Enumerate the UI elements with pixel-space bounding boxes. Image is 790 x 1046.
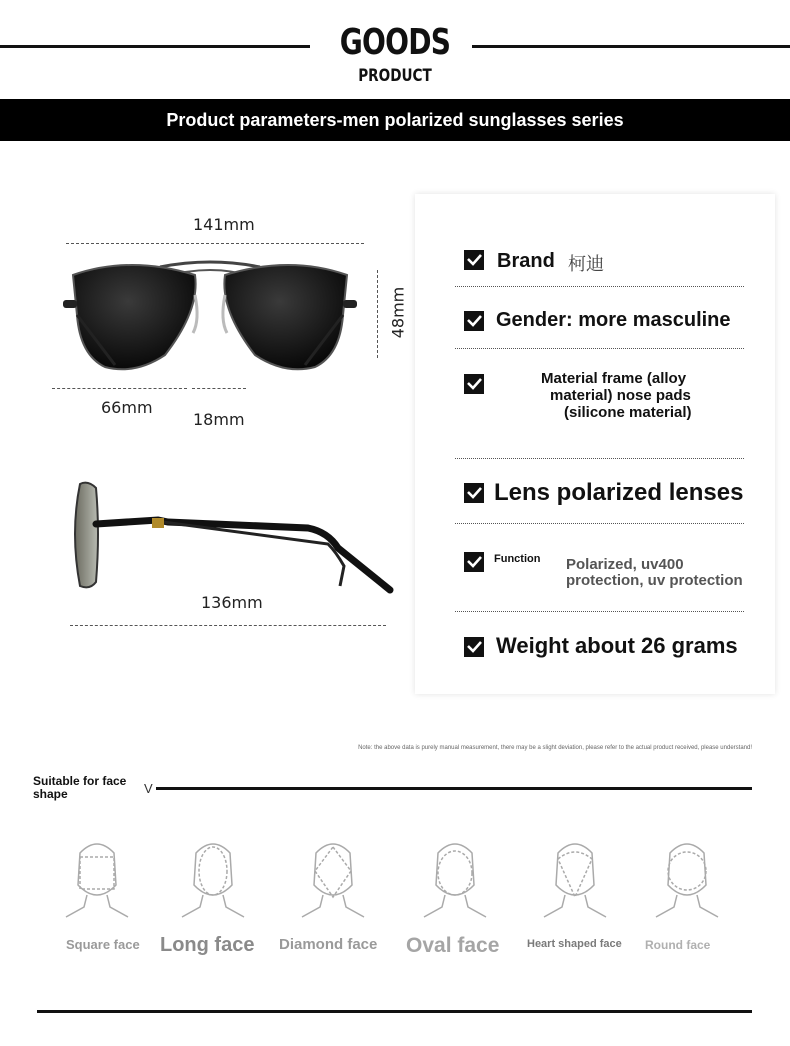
dim-width-label: 141mm xyxy=(193,215,255,234)
face-label-round: Round face xyxy=(645,938,711,952)
function-line-1: Polarized, uv400 xyxy=(566,556,684,573)
bottom-rule xyxy=(37,1010,752,1013)
gender-spec: Gender: more masculine xyxy=(496,309,731,331)
face-heading-line-2: shape xyxy=(33,787,68,801)
long-face-icon xyxy=(178,833,248,923)
square-face-icon xyxy=(62,833,132,923)
heart-face-icon xyxy=(540,833,610,923)
function-label: Function xyxy=(494,553,541,565)
face-label-long: Long face xyxy=(160,934,255,956)
lens-spec: Lens polarized lenses xyxy=(494,479,744,506)
lens-check-icon xyxy=(464,483,484,503)
round-face-icon xyxy=(652,833,722,923)
material-line-1: Material frame (alloy xyxy=(541,370,687,387)
product-banner: Product parameters-men polarized sunglasses series xyxy=(0,99,790,141)
material-line-3: (silicone material) xyxy=(564,404,692,421)
face-label-square: Square face xyxy=(66,937,140,952)
brand-value: 柯迪 xyxy=(568,254,604,275)
measurement-note: Note: the above data is purely manual measurement, there may be a slight deviation, please refer to the actual product received, please understand! xyxy=(358,745,752,751)
header-subtitle: PRODUCT xyxy=(358,66,432,86)
spec-separator xyxy=(455,458,744,459)
brand-label: Brand xyxy=(497,250,555,272)
face-label-diamond: Diamond face xyxy=(279,936,378,953)
gender-check-icon xyxy=(464,311,484,331)
glasses-side-image xyxy=(68,478,398,598)
oval-face-icon xyxy=(420,833,490,923)
spec-separator xyxy=(455,348,744,349)
dim-height-line xyxy=(377,270,378,358)
glasses-front-image xyxy=(55,255,365,380)
dim-temple-label: 136mm xyxy=(201,593,263,612)
weight-check-icon xyxy=(464,637,484,657)
dim-width-line xyxy=(66,243,364,244)
header-title: GOODS xyxy=(339,22,451,63)
dim-temple-line xyxy=(70,625,386,626)
material-check-icon xyxy=(464,374,484,394)
face-label-heart: Heart shaped face xyxy=(527,938,622,950)
function-line-2: protection, uv protection xyxy=(566,572,743,589)
spec-separator xyxy=(455,523,744,524)
material-line-2: material) nose pads xyxy=(550,387,691,404)
face-heading-line-1: Suitable for face xyxy=(33,774,127,788)
spec-separator xyxy=(455,286,744,287)
face-section-heading xyxy=(33,775,153,801)
function-check-icon xyxy=(464,552,484,572)
dim-height-label: 48mm xyxy=(388,286,408,339)
face-marker: V xyxy=(144,781,153,796)
dim-bridge-line xyxy=(192,388,246,389)
dim-lens-line xyxy=(52,388,187,389)
spec-separator xyxy=(455,611,744,612)
brand-check-icon xyxy=(464,250,484,270)
face-section-rule xyxy=(156,787,752,790)
diamond-face-icon xyxy=(298,833,368,923)
weight-spec: Weight about 26 grams xyxy=(496,633,738,658)
dim-lens-label: 66mm xyxy=(101,398,153,417)
face-label-oval: Oval face xyxy=(406,934,500,957)
dim-bridge-label: 18mm xyxy=(193,410,245,429)
